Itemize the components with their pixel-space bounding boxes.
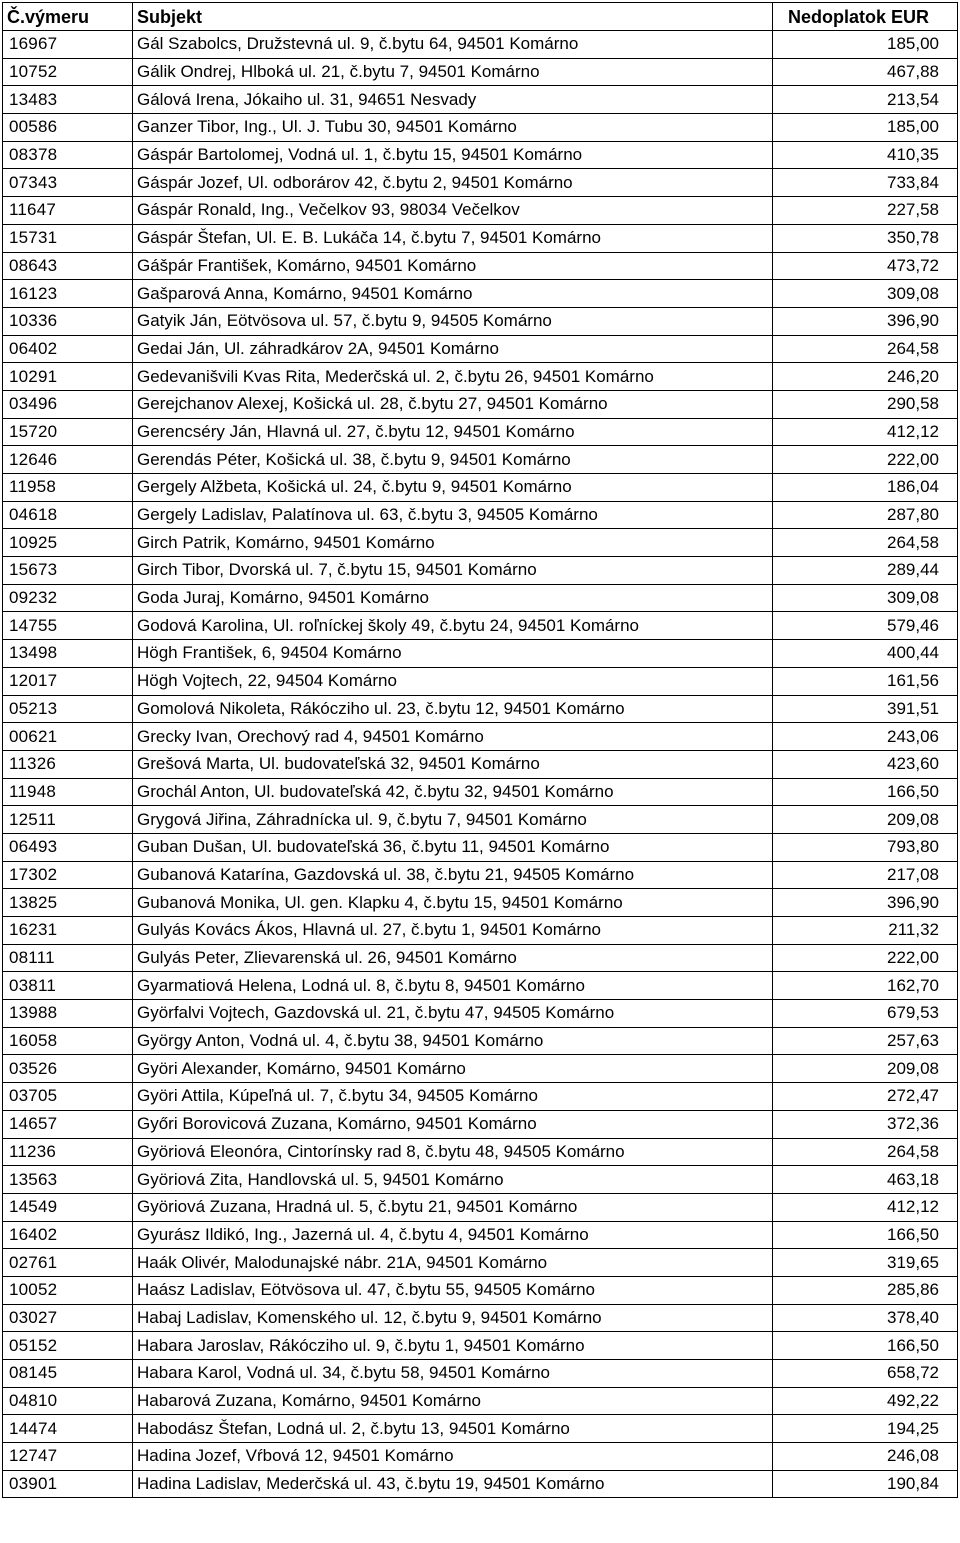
- decision-number-cell: 12511: [3, 806, 133, 834]
- subject-cell: Goda Juraj, Komárno, 94501 Komárno: [133, 584, 773, 612]
- decision-number-cell: 08643: [3, 252, 133, 280]
- table-row: [3, 944, 958, 972]
- table-row: [3, 972, 958, 1000]
- decision-number-cell: 16402: [3, 1221, 133, 1249]
- arrears-amount-cell: 166,50: [773, 778, 958, 806]
- decision-number-cell: 10052: [3, 1276, 133, 1304]
- subject-cell: Gálik Ondrej, Hlboká ul. 21, č.bytu 7, 94501 Komárno: [133, 58, 773, 86]
- table-row: [3, 1304, 958, 1332]
- subject-cell: Grochál Anton, Ul. budovateľská 42, č.bytu 32, 94501 Komárno: [133, 778, 773, 806]
- arrears-amount-cell: 309,08: [773, 584, 958, 612]
- arrears-amount-cell: 350,78: [773, 224, 958, 252]
- subject-cell: György Anton, Vodná ul. 4, č.bytu 38, 94501 Komárno: [133, 1027, 773, 1055]
- decision-number-cell: 03901: [3, 1470, 133, 1498]
- decision-number-cell: 10336: [3, 307, 133, 335]
- arrears-amount-cell: 391,51: [773, 695, 958, 723]
- decision-number-cell: 11958: [3, 474, 133, 502]
- subject-cell: Györiová Eleonóra, Cintorínsky rad 8, č.bytu 48, 94505 Komárno: [133, 1138, 773, 1166]
- decision-number-cell: 12646: [3, 446, 133, 474]
- subject-cell: Habodász Štefan, Lodná ul. 2, č.bytu 13, 94501 Komárno: [133, 1415, 773, 1443]
- decision-number-cell: 08145: [3, 1360, 133, 1388]
- subject-cell: Habara Karol, Vodná ul. 34, č.bytu 58, 94501 Komárno: [133, 1360, 773, 1388]
- table-row: [3, 1193, 958, 1221]
- arrears-amount-cell: 166,50: [773, 1332, 958, 1360]
- decision-number-cell: 13563: [3, 1166, 133, 1194]
- arrears-amount-cell: 162,70: [773, 972, 958, 1000]
- subject-cell: Grygová Jiřina, Záhradnícka ul. 9, č.bytu 7, 94501 Komárno: [133, 806, 773, 834]
- subject-cell: Gerendás Péter, Košická ul. 38, č.bytu 9, 94501 Komárno: [133, 446, 773, 474]
- subject-cell: Gášpár František, Komárno, 94501 Komárno: [133, 252, 773, 280]
- arrears-amount-cell: 319,65: [773, 1249, 958, 1277]
- table-header: [3, 3, 958, 31]
- arrears-amount-cell: 473,72: [773, 252, 958, 280]
- decision-number-cell: 16058: [3, 1027, 133, 1055]
- subject-cell: Haász Ladislav, Eötvösova ul. 47, č.bytu 55, 94505 Komárno: [133, 1276, 773, 1304]
- decision-number-cell: 04810: [3, 1387, 133, 1415]
- arrears-amount-cell: 161,56: [773, 667, 958, 695]
- subject-cell: Gergely Alžbeta, Košická ul. 24, č.bytu 9, 94501 Komárno: [133, 474, 773, 502]
- table-row: [3, 612, 958, 640]
- table-row: [3, 418, 958, 446]
- decision-number-cell: 11326: [3, 750, 133, 778]
- decision-number-cell: 04618: [3, 501, 133, 529]
- table-row: [3, 169, 958, 197]
- subject-cell: Gáspár Jozef, Ul. odborárov 42, č.bytu 2, 94501 Komárno: [133, 169, 773, 197]
- arrears-amount-cell: 190,84: [773, 1470, 958, 1498]
- decision-number-cell: 13988: [3, 1000, 133, 1028]
- table-row: [3, 1387, 958, 1415]
- arrears-amount-cell: 463,18: [773, 1166, 958, 1194]
- subject-cell: Gedai Ján, Ul. záhradkárov 2A, 94501 Komárno: [133, 335, 773, 363]
- decision-number-cell: 10925: [3, 529, 133, 557]
- decision-number-cell: 15673: [3, 557, 133, 585]
- decision-number-cell: 15720: [3, 418, 133, 446]
- decision-number-cell: 10291: [3, 363, 133, 391]
- arrears-amount-cell: 396,90: [773, 889, 958, 917]
- arrears-amount-cell: 185,00: [773, 31, 958, 59]
- subject-cell: Grecky Ivan, Orechový rad 4, 94501 Komárno: [133, 723, 773, 751]
- subject-cell: Godová Karolina, Ul. roľníckej školy 49, č.bytu 24, 94501 Komárno: [133, 612, 773, 640]
- subject-cell: Girch Tibor, Dvorská ul. 7, č.bytu 15, 94501 Komárno: [133, 557, 773, 585]
- arrears-amount-cell: 733,84: [773, 169, 958, 197]
- arrears-amount-cell: 285,86: [773, 1276, 958, 1304]
- table-row: [3, 474, 958, 502]
- decision-number-cell: 08378: [3, 141, 133, 169]
- arrears-amount-cell: 243,06: [773, 723, 958, 751]
- arrears-amount-cell: 658,72: [773, 1360, 958, 1388]
- table-row: [3, 307, 958, 335]
- table-row: [3, 557, 958, 585]
- decision-number-cell: 17302: [3, 861, 133, 889]
- subject-cell: Gašparová Anna, Komárno, 94501 Komárno: [133, 280, 773, 308]
- arrears-amount-cell: 579,46: [773, 612, 958, 640]
- decision-number-cell: 15731: [3, 224, 133, 252]
- decision-number-cell: 13498: [3, 640, 133, 668]
- table-row: [3, 31, 958, 59]
- arrears-amount-cell: 287,80: [773, 501, 958, 529]
- arrears-amount-cell: 185,00: [773, 114, 958, 142]
- table-row: [3, 114, 958, 142]
- arrears-amount-cell: 412,12: [773, 1193, 958, 1221]
- subject-cell: Gerejchanov Alexej, Košická ul. 28, č.bytu 27, 94501 Komárno: [133, 390, 773, 418]
- decision-number-cell: 16231: [3, 917, 133, 945]
- arrears-amount-cell: 400,44: [773, 640, 958, 668]
- header-subject: Subjekt: [133, 3, 773, 31]
- decision-number-cell: 11236: [3, 1138, 133, 1166]
- subject-cell: Högh František, 6, 94504 Komárno: [133, 640, 773, 668]
- table-row: [3, 1249, 958, 1277]
- decision-number-cell: 03705: [3, 1083, 133, 1111]
- decision-number-cell: 16123: [3, 280, 133, 308]
- subject-cell: Habara Jaroslav, Rákócziho ul. 9, č.bytu 1, 94501 Komárno: [133, 1332, 773, 1360]
- table-row: [3, 640, 958, 668]
- arrears-amount-cell: 290,58: [773, 390, 958, 418]
- table-row: [3, 390, 958, 418]
- subject-cell: Gál Szabolcs, Družstevná ul. 9, č.bytu 64, 94501 Komárno: [133, 31, 773, 59]
- table-row: [3, 529, 958, 557]
- table-row: [3, 778, 958, 806]
- arrears-amount-cell: 679,53: [773, 1000, 958, 1028]
- arrears-amount-cell: 410,35: [773, 141, 958, 169]
- table-row: [3, 252, 958, 280]
- arrears-amount-cell: 396,90: [773, 307, 958, 335]
- decision-number-cell: 14755: [3, 612, 133, 640]
- table-row: [3, 833, 958, 861]
- decision-number-cell: 12747: [3, 1443, 133, 1471]
- table-row: [3, 889, 958, 917]
- subject-cell: Girch Patrik, Komárno, 94501 Komárno: [133, 529, 773, 557]
- arrears-amount-cell: 492,22: [773, 1387, 958, 1415]
- table-row: [3, 335, 958, 363]
- table-row: [3, 141, 958, 169]
- table-row: [3, 197, 958, 225]
- decision-number-cell: 09232: [3, 584, 133, 612]
- decision-number-cell: 14657: [3, 1110, 133, 1138]
- subject-cell: Györfalvi Vojtech, Gazdovská ul. 21, č.bytu 47, 94505 Komárno: [133, 1000, 773, 1028]
- arrears-amount-cell: 211,32: [773, 917, 958, 945]
- header-row: [3, 3, 958, 31]
- subject-cell: Gatyik Ján, Eötvösova ul. 57, č.bytu 9, 94505 Komárno: [133, 307, 773, 335]
- subject-cell: Gubanová Katarína, Gazdovská ul. 38, č.bytu 21, 94505 Komárno: [133, 861, 773, 889]
- table-row: [3, 1138, 958, 1166]
- arrears-amount-cell: 264,58: [773, 529, 958, 557]
- subject-cell: Györiová Zuzana, Hradná ul. 5, č.bytu 21, 94501 Komárno: [133, 1193, 773, 1221]
- subject-cell: Gyarmatiová Helena, Lodná ul. 8, č.bytu 8, 94501 Komárno: [133, 972, 773, 1000]
- subject-cell: Gáspár Ronald, Ing., Večelkov 93, 98034 Večelkov: [133, 197, 773, 225]
- decision-number-cell: 12017: [3, 667, 133, 695]
- decision-number-cell: 06493: [3, 833, 133, 861]
- arrears-amount-cell: 793,80: [773, 833, 958, 861]
- decision-number-cell: 03526: [3, 1055, 133, 1083]
- arrears-table: [2, 2, 958, 1498]
- decision-number-cell: 02761: [3, 1249, 133, 1277]
- subject-cell: Gomolová Nikoleta, Rákócziho ul. 23, č.bytu 12, 94501 Komárno: [133, 695, 773, 723]
- arrears-amount-cell: 264,58: [773, 1138, 958, 1166]
- subject-cell: Györiová Zita, Handlovská ul. 5, 94501 Komárno: [133, 1166, 773, 1194]
- arrears-amount-cell: 264,58: [773, 335, 958, 363]
- decision-number-cell: 05152: [3, 1332, 133, 1360]
- subject-cell: Gulyás Peter, Zlievarenská ul. 26, 94501 Komárno: [133, 944, 773, 972]
- table-row: [3, 723, 958, 751]
- arrears-amount-cell: 166,50: [773, 1221, 958, 1249]
- table-row: [3, 584, 958, 612]
- decision-number-cell: 00621: [3, 723, 133, 751]
- subject-cell: Habaj Ladislav, Komenského ul. 12, č.bytu 9, 94501 Komárno: [133, 1304, 773, 1332]
- table-row: [3, 86, 958, 114]
- subject-cell: Gáspár Štefan, Ul. E. B. Lukáča 14, č.bytu 7, 94501 Komárno: [133, 224, 773, 252]
- subject-cell: Györi Alexander, Komárno, 94501 Komárno: [133, 1055, 773, 1083]
- subject-cell: Gulyás Kovács Ákos, Hlavná ul. 27, č.bytu 1, 94501 Komárno: [133, 917, 773, 945]
- arrears-amount-cell: 222,00: [773, 944, 958, 972]
- table-row: [3, 667, 958, 695]
- arrears-amount-cell: 227,58: [773, 197, 958, 225]
- table-row: [3, 1110, 958, 1138]
- table-row: [3, 1055, 958, 1083]
- arrears-amount-cell: 412,12: [773, 418, 958, 446]
- arrears-amount-cell: 309,08: [773, 280, 958, 308]
- subject-cell: Högh Vojtech, 22, 94504 Komárno: [133, 667, 773, 695]
- arrears-amount-cell: 467,88: [773, 58, 958, 86]
- arrears-amount-cell: 209,08: [773, 806, 958, 834]
- subject-cell: Győri Borovicová Zuzana, Komárno, 94501 Komárno: [133, 1110, 773, 1138]
- decision-number-cell: 16967: [3, 31, 133, 59]
- subject-cell: Grešová Marta, Ul. budovateľská 32, 94501 Komárno: [133, 750, 773, 778]
- decision-number-cell: 14549: [3, 1193, 133, 1221]
- subject-cell: Györi Attila, Kúpeľná ul. 7, č.bytu 34, 94505 Komárno: [133, 1083, 773, 1111]
- arrears-amount-cell: 217,08: [773, 861, 958, 889]
- arrears-amount-cell: 257,63: [773, 1027, 958, 1055]
- table-row: [3, 1360, 958, 1388]
- subject-cell: Gyurász Ildikó, Ing., Jazerná ul. 4, č.bytu 4, 94501 Komárno: [133, 1221, 773, 1249]
- arrears-amount-cell: 209,08: [773, 1055, 958, 1083]
- decision-number-cell: 11948: [3, 778, 133, 806]
- table-row: [3, 1415, 958, 1443]
- subject-cell: Hadina Jozef, Vŕbová 12, 94501 Komárno: [133, 1443, 773, 1471]
- subject-cell: Haák Olivér, Malodunajské nábr. 21A, 94501 Komárno: [133, 1249, 773, 1277]
- arrears-amount-cell: 194,25: [773, 1415, 958, 1443]
- table-row: [3, 1470, 958, 1498]
- table-body: [3, 31, 958, 1498]
- table-row: [3, 1443, 958, 1471]
- table-row: [3, 1083, 958, 1111]
- table-row: [3, 695, 958, 723]
- table-row: [3, 750, 958, 778]
- arrears-amount-cell: 423,60: [773, 750, 958, 778]
- arrears-amount-cell: 372,36: [773, 1110, 958, 1138]
- table-row: [3, 224, 958, 252]
- subject-cell: Guban Dušan, Ul. budovateľská 36, č.bytu 11, 94501 Komárno: [133, 833, 773, 861]
- subject-cell: Gedevanišvili Kvas Rita, Mederčská ul. 2, č.bytu 26, 94501 Komárno: [133, 363, 773, 391]
- decision-number-cell: 10752: [3, 58, 133, 86]
- decision-number-cell: 00586: [3, 114, 133, 142]
- decision-number-cell: 11647: [3, 197, 133, 225]
- table-row: [3, 446, 958, 474]
- table-row: [3, 1000, 958, 1028]
- table-row: [3, 806, 958, 834]
- subject-cell: Gáspár Bartolomej, Vodná ul. 1, č.bytu 15, 94501 Komárno: [133, 141, 773, 169]
- subject-cell: Hadina Ladislav, Mederčská ul. 43, č.bytu 19, 94501 Komárno: [133, 1470, 773, 1498]
- header-decision-number: Č.výmeru: [3, 3, 133, 31]
- arrears-amount-cell: 289,44: [773, 557, 958, 585]
- decision-number-cell: 03496: [3, 390, 133, 418]
- decision-number-cell: 05213: [3, 695, 133, 723]
- table-row: [3, 1027, 958, 1055]
- decision-number-cell: 03811: [3, 972, 133, 1000]
- subject-cell: Gubanová Monika, Ul. gen. Klapku 4, č.bytu 15, 94501 Komárno: [133, 889, 773, 917]
- arrears-amount-cell: 186,04: [773, 474, 958, 502]
- table-row: [3, 1276, 958, 1304]
- decision-number-cell: 07343: [3, 169, 133, 197]
- decision-number-cell: 13483: [3, 86, 133, 114]
- table-row: [3, 363, 958, 391]
- arrears-amount-cell: 246,20: [773, 363, 958, 391]
- arrears-amount-cell: 378,40: [773, 1304, 958, 1332]
- subject-cell: Ganzer Tibor, Ing., Ul. J. Tubu 30, 94501 Komárno: [133, 114, 773, 142]
- subject-cell: Gerencséry Ján, Hlavná ul. 27, č.bytu 12, 94501 Komárno: [133, 418, 773, 446]
- decision-number-cell: 08111: [3, 944, 133, 972]
- table-row: [3, 1221, 958, 1249]
- table-row: [3, 1332, 958, 1360]
- subject-cell: Gálová Irena, Jókaiho ul. 31, 94651 Nesvady: [133, 86, 773, 114]
- decision-number-cell: 13825: [3, 889, 133, 917]
- subject-cell: Gergely Ladislav, Palatínova ul. 63, č.bytu 3, 94505 Komárno: [133, 501, 773, 529]
- decision-number-cell: 06402: [3, 335, 133, 363]
- subject-cell: Habarová Zuzana, Komárno, 94501 Komárno: [133, 1387, 773, 1415]
- table-row: [3, 917, 958, 945]
- table-row: [3, 280, 958, 308]
- arrears-amount-cell: 246,08: [773, 1443, 958, 1471]
- table-row: [3, 1166, 958, 1194]
- arrears-amount-cell: 272,47: [773, 1083, 958, 1111]
- arrears-amount-cell: 222,00: [773, 446, 958, 474]
- table-row: [3, 501, 958, 529]
- decision-number-cell: 14474: [3, 1415, 133, 1443]
- arrears-amount-cell: 213,54: [773, 86, 958, 114]
- header-arrears-eur: Nedoplatok EUR: [773, 3, 958, 31]
- decision-number-cell: 03027: [3, 1304, 133, 1332]
- table-row: [3, 861, 958, 889]
- table-row: [3, 58, 958, 86]
